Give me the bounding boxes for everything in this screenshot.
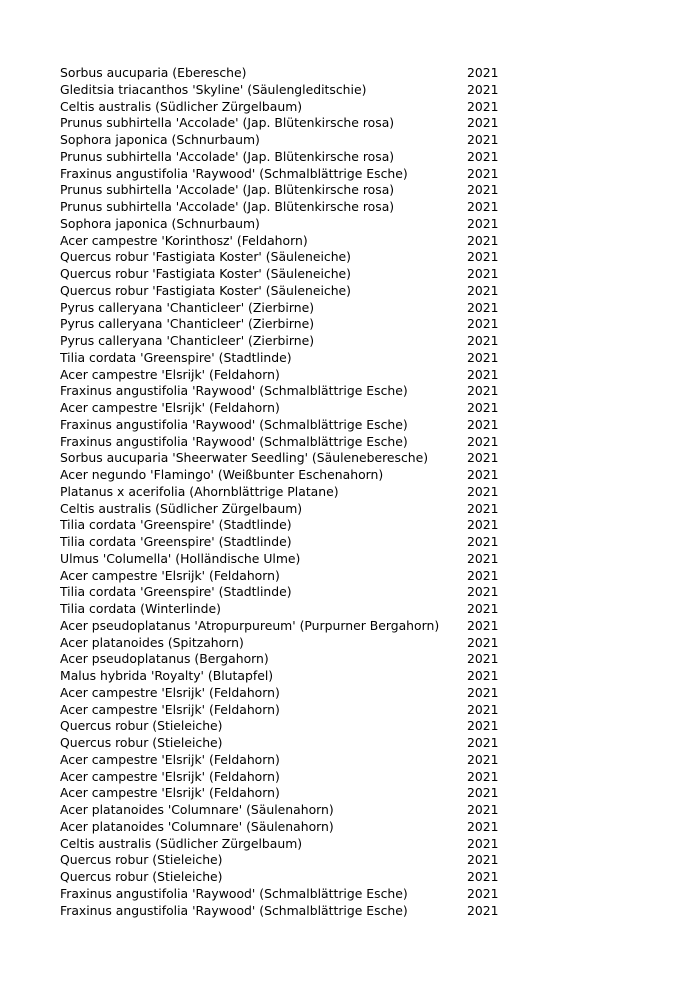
planting-year-cell: 2021 bbox=[467, 534, 499, 549]
tree-species-cell: Sophora japonica (Schnurbaum) bbox=[60, 215, 260, 231]
tree-species-cell: Acer campestre 'Elsrijk' (Feldahorn) bbox=[60, 366, 280, 382]
table-row bbox=[60, 702, 500, 719]
tree-species-cell: Acer campestre 'Elsrijk' (Feldahorn) bbox=[60, 684, 280, 700]
planting-year-cell: 2021 bbox=[467, 232, 499, 248]
table-row bbox=[60, 82, 500, 99]
planting-year-cell: 2021 bbox=[467, 333, 499, 348]
planting-year-cell: 2021 bbox=[467, 148, 499, 164]
tree-species-cell: Quercus robur (Stieleiche) bbox=[60, 869, 223, 884]
tree-species-cell: Acer campestre 'Elsrijk' (Feldahorn) bbox=[60, 400, 280, 415]
planting-year-cell: 2021 bbox=[467, 65, 499, 80]
table-row bbox=[60, 735, 500, 752]
table-row bbox=[60, 367, 500, 384]
planting-year-cell: 2021 bbox=[467, 584, 499, 600]
tree-species-cell: Sorbus aucuparia 'Sheerwater Seedling' (Säuleneberesche) bbox=[60, 450, 429, 466]
tree-species-cell: Fraxinus angustifolia 'Raywood' (Schmalblättrige Esche) bbox=[60, 885, 408, 901]
tree-species-cell: Acer pseudoplatanus 'Atropurpureum' (Purpurner Bergahorn) bbox=[60, 617, 440, 633]
tree-species-cell: Prunus subhirtella 'Accolade' (Jap. Blütenkirsche rosa) bbox=[60, 199, 395, 214]
tree-species-cell: Pyrus calleryana 'Chanticleer' (Zierbirne) bbox=[60, 299, 315, 315]
table-row bbox=[60, 434, 500, 451]
planting-year-cell: 2021 bbox=[467, 818, 499, 834]
table-row bbox=[60, 785, 500, 802]
tree-species-cell: Celtis australis (Südlicher Zürgelbaum) bbox=[60, 98, 303, 114]
planting-year-cell: 2021 bbox=[467, 785, 499, 801]
table-row bbox=[60, 501, 500, 518]
planting-year-cell: 2021 bbox=[467, 617, 499, 633]
tree-species-cell: Sorbus aucuparia (Eberesche) bbox=[60, 65, 247, 80]
tree-species-cell: Malus hybrida 'Royalty' (Blutapfel) bbox=[60, 668, 274, 683]
table-row bbox=[60, 668, 500, 685]
planting-year-cell: 2021 bbox=[467, 249, 499, 265]
tree-species-cell: Celtis australis (Südlicher Zürgelbaum) bbox=[60, 500, 303, 516]
table-row bbox=[60, 383, 500, 400]
planting-year-cell: 2021 bbox=[467, 132, 499, 147]
planting-year-cell: 2021 bbox=[467, 98, 499, 114]
tree-species-cell: Fraxinus angustifolia 'Raywood' (Schmalblättrige Esche) bbox=[60, 165, 408, 181]
tree-species-cell: Tilia cordata 'Greenspire' (Stadtlinde) bbox=[60, 584, 292, 600]
table-row bbox=[60, 584, 500, 601]
planting-year-cell: 2021 bbox=[467, 450, 499, 466]
table-row bbox=[60, 601, 500, 618]
tree-species-cell: Fraxinus angustifolia 'Raywood' (Schmalblättrige Esche) bbox=[60, 433, 408, 449]
planting-year-cell: 2021 bbox=[467, 383, 499, 399]
table-row bbox=[60, 316, 500, 333]
planting-year-cell: 2021 bbox=[467, 199, 499, 214]
planting-year-cell: 2021 bbox=[467, 651, 499, 667]
tree-species-cell: Tilia cordata (Winterlinde) bbox=[60, 601, 221, 616]
tree-species-cell: Pyrus calleryana 'Chanticleer' (Zierbirne) bbox=[60, 316, 315, 332]
tree-species-cell: Quercus robur 'Fastigiata Koster' (Säuleneiche) bbox=[60, 282, 352, 298]
tree-species-cell: Acer campestre 'Elsrijk' (Feldahorn) bbox=[60, 751, 280, 767]
table-row bbox=[60, 350, 500, 367]
tree-species-cell: Acer platanoides 'Columnare' (Säulenahorn) bbox=[60, 818, 334, 834]
planting-year-cell: 2021 bbox=[467, 601, 499, 616]
tree-species-cell: Quercus robur 'Fastigiata Koster' (Säuleneiche) bbox=[60, 266, 352, 281]
table-row bbox=[60, 333, 500, 350]
table-row bbox=[60, 517, 500, 534]
planting-year-cell: 2021 bbox=[467, 802, 499, 817]
planting-year-cell: 2021 bbox=[467, 299, 499, 315]
tree-species-cell: Acer campestre 'Elsrijk' (Feldahorn) bbox=[60, 701, 280, 717]
table-row bbox=[60, 450, 500, 467]
table-row bbox=[60, 903, 500, 920]
tree-species-cell: Tilia cordata 'Greenspire' (Stadtlinde) bbox=[60, 517, 292, 533]
planting-year-cell: 2021 bbox=[467, 684, 499, 700]
table-row bbox=[60, 149, 500, 166]
table-row bbox=[60, 534, 500, 551]
tree-species-cell: Fraxinus angustifolia 'Raywood' (Schmalblättrige Esche) bbox=[60, 383, 408, 399]
table-row bbox=[60, 65, 500, 82]
tree-species-cell: Ulmus 'Columella' (Holländische Ulme) bbox=[60, 550, 301, 566]
table-row bbox=[60, 166, 500, 183]
planting-year-cell: 2021 bbox=[467, 349, 499, 365]
tree-species-cell: Tilia cordata 'Greenspire' (Stadtlinde) bbox=[60, 534, 292, 549]
tree-species-cell: Platanus x acerifolia (Ahornblättrige Platane) bbox=[60, 483, 339, 499]
table-row bbox=[60, 769, 500, 786]
planting-year-cell: 2021 bbox=[467, 517, 499, 533]
table-row bbox=[60, 132, 500, 149]
table-row bbox=[60, 417, 500, 434]
table-row bbox=[60, 233, 500, 250]
tree-species-cell: Acer campestre 'Elsrijk' (Feldahorn) bbox=[60, 567, 280, 583]
table-row bbox=[60, 651, 500, 668]
planting-year-cell: 2021 bbox=[467, 366, 499, 382]
table-row bbox=[60, 802, 500, 819]
table-row bbox=[60, 115, 500, 132]
planting-year-cell: 2021 bbox=[467, 718, 499, 734]
planting-year-cell: 2021 bbox=[467, 282, 499, 298]
planting-year-cell: 2021 bbox=[467, 869, 499, 884]
planting-year-cell: 2021 bbox=[467, 567, 499, 583]
tree-species-cell: Pyrus calleryana 'Chanticleer' (Zierbirne) bbox=[60, 333, 315, 348]
planting-year-cell: 2021 bbox=[467, 701, 499, 717]
table-row bbox=[60, 99, 500, 116]
tree-list-table bbox=[60, 65, 500, 919]
table-row bbox=[60, 400, 500, 417]
tree-species-cell: Sophora japonica (Schnurbaum) bbox=[60, 132, 260, 147]
planting-year-cell: 2021 bbox=[467, 852, 499, 868]
planting-year-cell: 2021 bbox=[467, 668, 499, 683]
planting-year-cell: 2021 bbox=[467, 751, 499, 767]
planting-year-cell: 2021 bbox=[467, 115, 499, 131]
planting-year-cell: 2021 bbox=[467, 165, 499, 181]
tree-species-cell: Acer negundo 'Flamingo' (Weißbunter Eschenahorn) bbox=[60, 467, 384, 482]
planting-year-cell: 2021 bbox=[467, 735, 499, 750]
tree-species-cell: Prunus subhirtella 'Accolade' (Jap. Blütenkirsche rosa) bbox=[60, 148, 395, 164]
table-row bbox=[60, 685, 500, 702]
tree-species-cell: Acer platanoides (Spitzahorn) bbox=[60, 634, 244, 650]
tree-species-cell: Celtis australis (Südlicher Zürgelbaum) bbox=[60, 835, 303, 851]
tree-species-cell: Gleditsia triacanthos 'Skyline' (Säulengleditschie) bbox=[60, 81, 367, 97]
table-row bbox=[60, 283, 500, 300]
planting-year-cell: 2021 bbox=[467, 433, 499, 449]
tree-species-cell: Quercus robur (Stieleiche) bbox=[60, 718, 223, 734]
planting-year-cell: 2021 bbox=[467, 550, 499, 566]
table-row bbox=[60, 182, 500, 199]
table-row bbox=[60, 869, 500, 886]
tree-species-cell: Fraxinus angustifolia 'Raywood' (Schmalblättrige Esche) bbox=[60, 902, 408, 918]
planting-year-cell: 2021 bbox=[467, 215, 499, 231]
tree-species-cell: Quercus robur (Stieleiche) bbox=[60, 735, 223, 750]
planting-year-cell: 2021 bbox=[467, 81, 499, 97]
table-row bbox=[60, 266, 500, 283]
tree-species-cell: Quercus robur (Stieleiche) bbox=[60, 852, 223, 868]
tree-species-cell: Tilia cordata 'Greenspire' (Stadtlinde) bbox=[60, 349, 292, 365]
tree-species-cell: Quercus robur 'Fastigiata Koster' (Säuleneiche) bbox=[60, 249, 352, 265]
table-row bbox=[60, 568, 500, 585]
table-row bbox=[60, 551, 500, 568]
tree-species-cell: Prunus subhirtella 'Accolade' (Jap. Blütenkirsche rosa) bbox=[60, 182, 395, 198]
planting-year-cell: 2021 bbox=[467, 835, 499, 851]
table-row bbox=[60, 618, 500, 635]
planting-year-cell: 2021 bbox=[467, 483, 499, 499]
table-row bbox=[60, 819, 500, 836]
table-row bbox=[60, 836, 500, 853]
planting-year-cell: 2021 bbox=[467, 500, 499, 516]
table-row bbox=[60, 852, 500, 869]
tree-species-cell: Acer pseudoplatanus (Bergahorn) bbox=[60, 651, 269, 667]
tree-species-cell: Acer campestre 'Elsrijk' (Feldahorn) bbox=[60, 785, 280, 801]
planting-year-cell: 2021 bbox=[467, 885, 499, 901]
table-row bbox=[60, 886, 500, 903]
table-row bbox=[60, 752, 500, 769]
table-row bbox=[60, 718, 500, 735]
tree-species-cell: Fraxinus angustifolia 'Raywood' (Schmalblättrige Esche) bbox=[60, 416, 408, 432]
tree-species-cell: Prunus subhirtella 'Accolade' (Jap. Blütenkirsche rosa) bbox=[60, 115, 395, 131]
tree-species-cell: Acer campestre 'Elsrijk' (Feldahorn) bbox=[60, 768, 280, 784]
table-row bbox=[60, 484, 500, 501]
table-row bbox=[60, 249, 500, 266]
planting-year-cell: 2021 bbox=[467, 416, 499, 432]
table-row bbox=[60, 467, 500, 484]
planting-year-cell: 2021 bbox=[467, 400, 499, 415]
planting-year-cell: 2021 bbox=[467, 768, 499, 784]
table-row bbox=[60, 216, 500, 233]
planting-year-cell: 2021 bbox=[467, 634, 499, 650]
planting-year-cell: 2021 bbox=[467, 266, 499, 281]
planting-year-cell: 2021 bbox=[467, 467, 499, 482]
tree-species-cell: Acer campestre 'Korinthosz' (Feldahorn) bbox=[60, 232, 308, 248]
planting-year-cell: 2021 bbox=[467, 316, 499, 332]
table-row bbox=[60, 635, 500, 652]
planting-year-cell: 2021 bbox=[467, 182, 499, 198]
planting-year-cell: 2021 bbox=[467, 902, 499, 918]
tree-species-cell: Acer platanoides 'Columnare' (Säulenahorn) bbox=[60, 802, 334, 817]
table-row bbox=[60, 199, 500, 216]
table-row bbox=[60, 300, 500, 317]
